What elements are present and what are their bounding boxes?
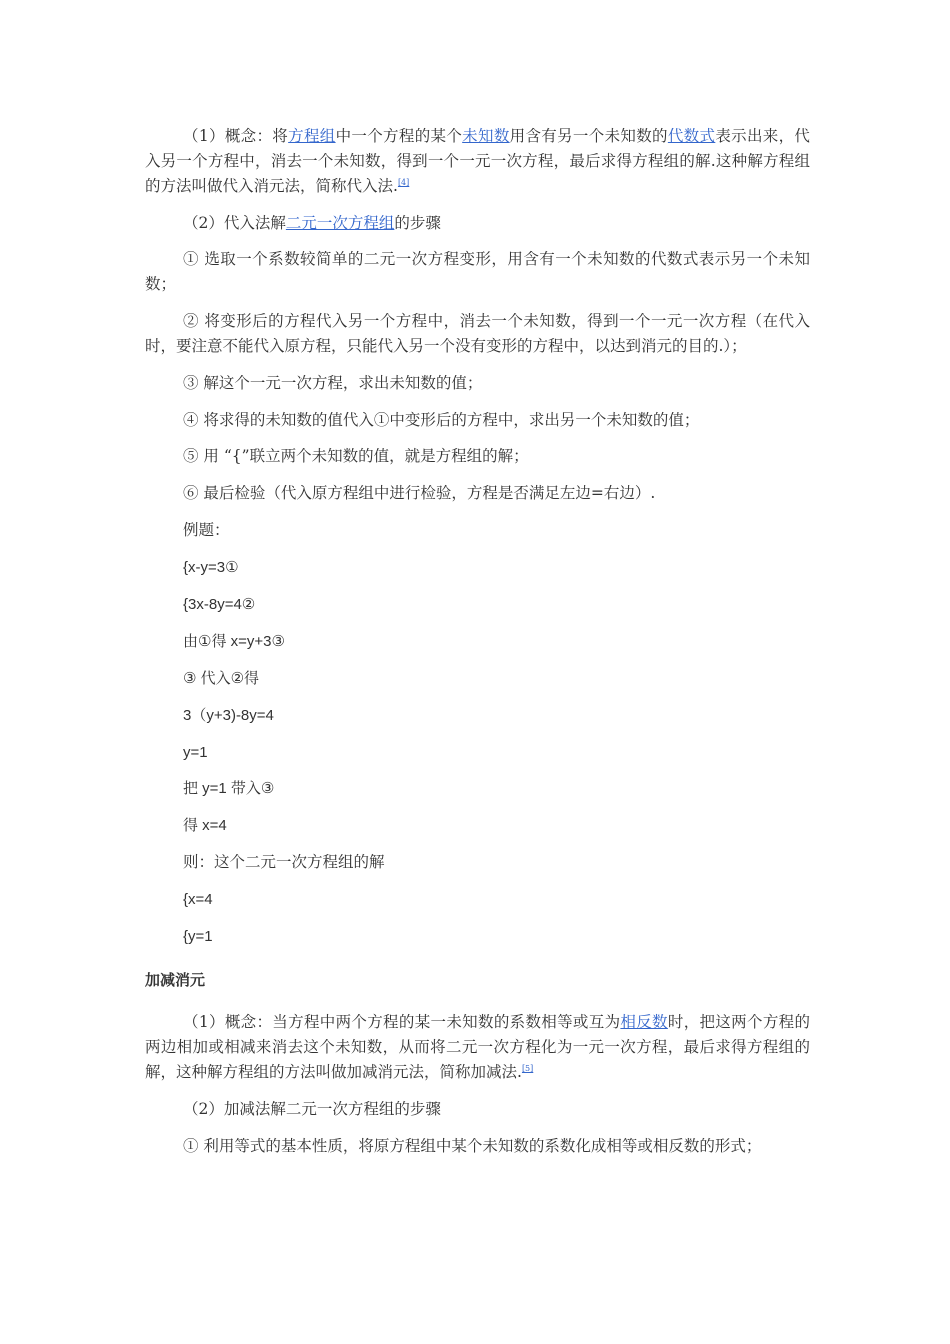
reference-4[interactable]: [4] bbox=[397, 177, 410, 187]
step-item: ⑤ 用 “{”联立两个未知数的值，就是方程组的解； bbox=[183, 447, 529, 465]
paragraph-concept-substitution bbox=[145, 124, 810, 199]
example-line: {y=1 bbox=[183, 928, 213, 945]
example-label: 例题： bbox=[183, 521, 230, 539]
example-line: 把 y=1 带入③ bbox=[183, 780, 275, 797]
example-line: {3x-8y=4② bbox=[183, 596, 256, 613]
text: 的步骤 bbox=[394, 214, 441, 232]
step-item: ③ 解这个一元一次方程，求出未知数的值； bbox=[183, 374, 483, 392]
text: 中一个方程的某个 bbox=[335, 127, 463, 145]
example-line: 得 x=4 bbox=[183, 817, 227, 834]
text: （2）代入法解 bbox=[183, 214, 286, 232]
step-item: ⑥ 最后检验（代入原方程组中进行检验，方程是否满足左边=右边）. bbox=[183, 484, 656, 502]
text: （1）概念：将 bbox=[183, 127, 289, 145]
step-item: ① 利用等式的基本性质，将原方程组中某个未知数的系数化成相等或相反数的形式； bbox=[183, 1137, 762, 1155]
example-line: {x=4 bbox=[183, 891, 213, 908]
paragraph-substitution-steps-title bbox=[145, 211, 810, 236]
link-linear-system-two-vars[interactable]: 二元一次方程组 bbox=[285, 214, 395, 232]
link-equation-system[interactable]: 方程组 bbox=[288, 127, 336, 145]
step-item: ① 选取一个系数较简单的二元一次方程变形，用含有一个未知数的代数式表示另一个未知数； bbox=[145, 250, 810, 293]
link-algebraic-expression[interactable]: 代数式 bbox=[667, 127, 716, 145]
step-item: ② 将变形后的方程代入另一个方程中，消去一个未知数，得到一个一元一次方程（在代入时，要注意不能代入原方程，只能代入另一个没有变形的方程中，以达到消元的目的.）； bbox=[145, 312, 810, 355]
section-heading: 加减消元 bbox=[145, 971, 206, 989]
example-line: 则：这个二元一次方程组的解 bbox=[183, 853, 385, 871]
example-line: 由①得 x=y+3③ bbox=[183, 633, 285, 650]
step-item: ④ 将求得的未知数的值代入①中变形后的方程中，求出另一个未知数的值； bbox=[183, 411, 700, 429]
paragraph-concept-elimination bbox=[145, 1010, 810, 1085]
example-line: {x-y=3① bbox=[183, 559, 239, 576]
example-line: 3（y+3)-8y=4 bbox=[183, 707, 274, 724]
link-opposite-number[interactable]: 相反数 bbox=[620, 1013, 668, 1031]
text: 时，把这两个方程的两边相加或相减来消去这个未知数，从而将二元一次方程化为一元一次方程，最后求得方程组的解，这种解方程组的方法叫做加减消元法，简称加减法. bbox=[145, 1013, 810, 1081]
text: 用含有另一个未知数的 bbox=[509, 127, 668, 145]
example-line: y=1 bbox=[183, 744, 208, 761]
reference-5[interactable]: [5] bbox=[521, 1063, 534, 1073]
link-unknown[interactable]: 未知数 bbox=[462, 127, 510, 145]
text: 表示出来，代入另一个方程中，消去一个未知数，得到一个一元一次方程，最后求得方程组的解.这种解方程组的方法叫做代入消元法，简称代入法. bbox=[145, 127, 810, 195]
example-line: ③ 代入②得 bbox=[183, 670, 260, 687]
paragraph-elimination-steps-title: （2）加减法解二元一次方程组的步骤 bbox=[183, 1100, 441, 1118]
text: （1）概念：当方程中两个方程的某一未知数的系数相等或互为 bbox=[183, 1013, 621, 1031]
